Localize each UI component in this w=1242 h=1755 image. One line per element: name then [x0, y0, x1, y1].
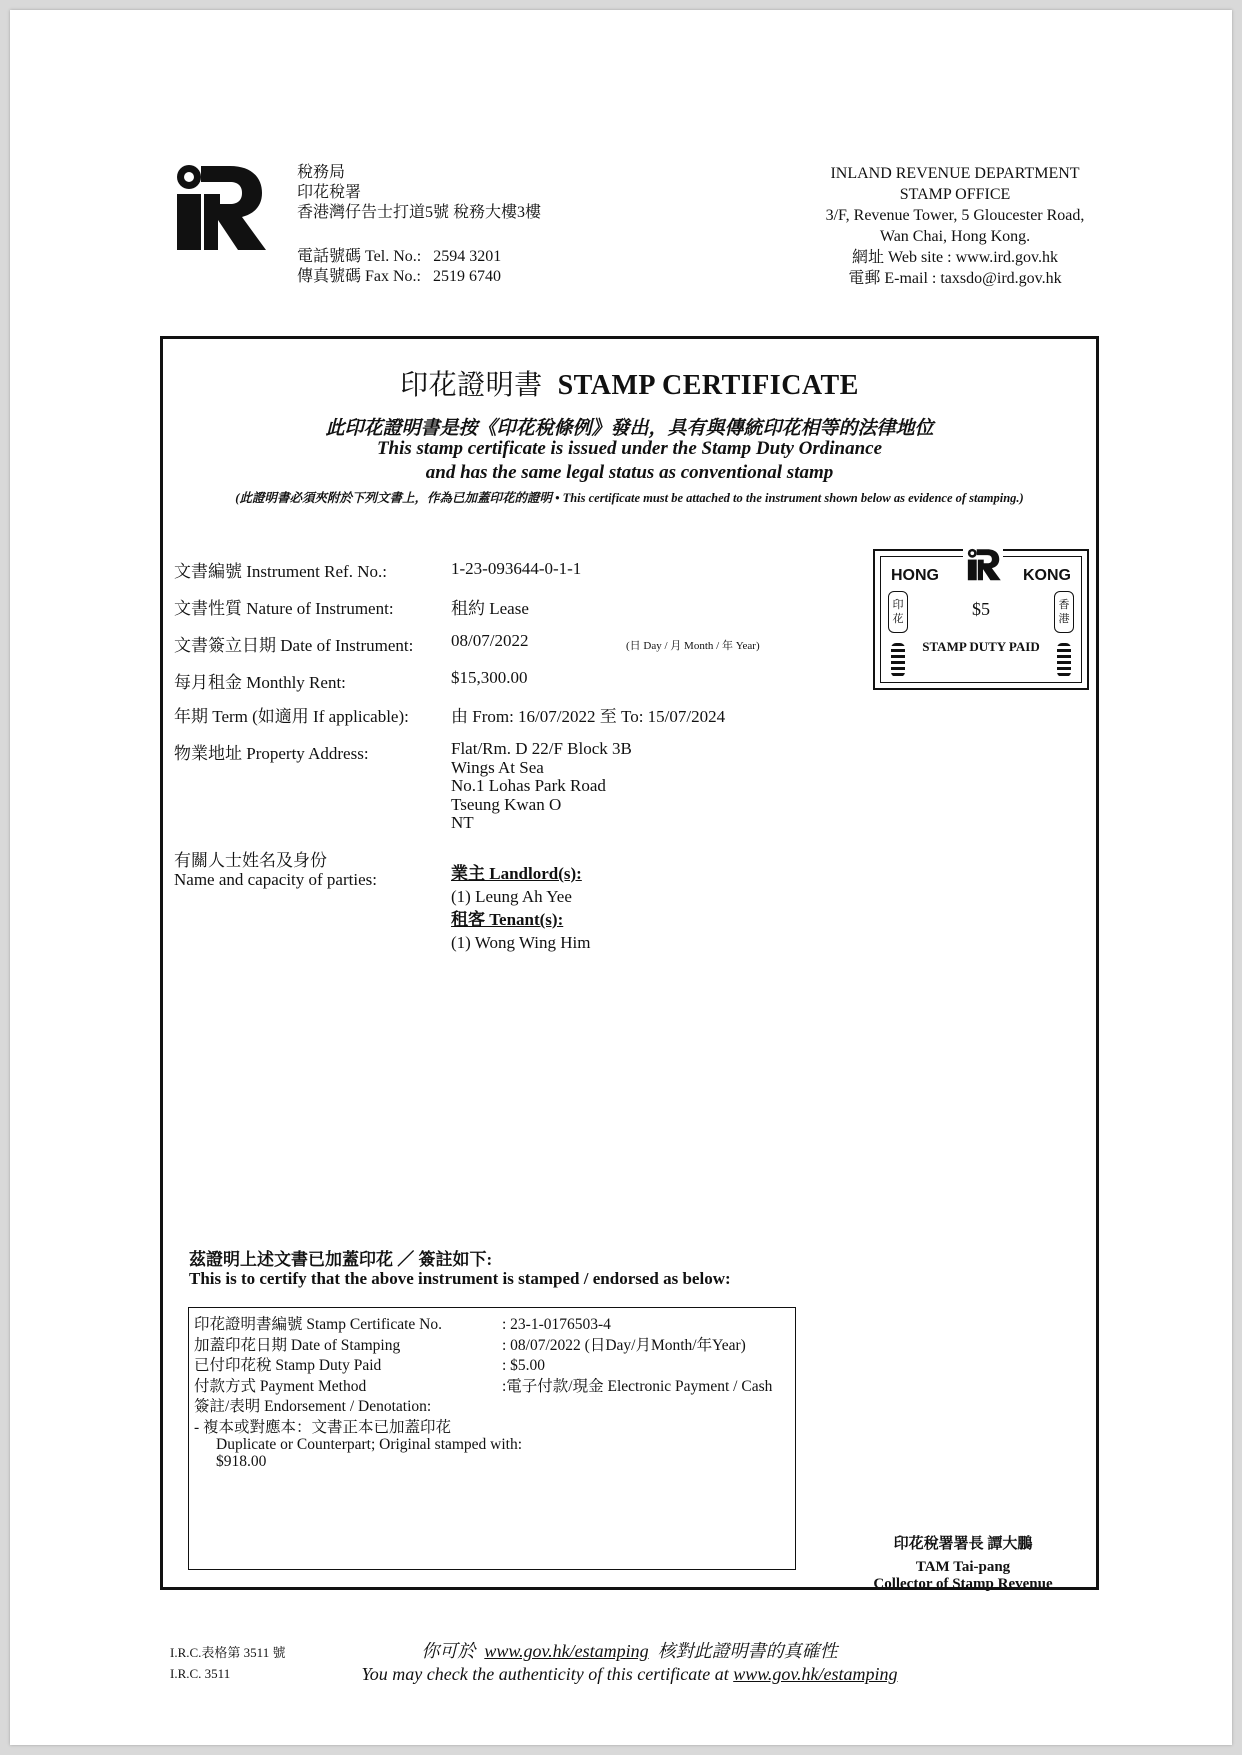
payment-label: 付款方式 Payment Method — [194, 1378, 367, 1395]
right-coil-icon — [1057, 643, 1071, 677]
rent-label: 每月租金 Monthly Rent: — [174, 673, 346, 692]
title-en: STAMP CERTIFICATE — [557, 370, 859, 401]
authenticity-note-zh — [160, 1637, 1099, 1663]
term-label: 年期 Term (如適用 If applicable): — [174, 707, 409, 726]
collector-title-en: Collector of Stamp Revenue — [873, 1576, 1053, 1592]
subtitle-en-2: and has the same legal status as conventional stamp — [425, 462, 834, 483]
left-tag-char: 花 — [892, 613, 904, 625]
right-tag-char: 香 — [1058, 599, 1070, 611]
endorsement-heading-zh: 茲證明上述文書已加蓋印花 ／ 簽註如下: — [189, 1250, 493, 1269]
website: 網址 Web site : www.ird.gov.hk — [852, 249, 1058, 266]
estamping-link-en[interactable]: www.gov.hk/estamping — [733, 1664, 898, 1684]
left-tag-char: 印 — [892, 599, 904, 611]
stamp-hong: HONG — [891, 567, 939, 584]
email: 電郵 E-mail : taxsdo@ird.gov.hk — [848, 270, 1062, 287]
payment-value: :電子付款/現金 Electronic Payment / Cash — [502, 1378, 773, 1395]
denotation-line-2: Duplicate or Counterpart; Original stamped with: — [216, 1436, 523, 1453]
stamp-ird-logo-icon — [963, 547, 1003, 581]
landlord-heading: 業主 Landlord(s): — [451, 864, 582, 883]
tel-value: 2594 3201 — [433, 248, 502, 265]
duty-value: : $5.00 — [502, 1357, 546, 1374]
address-line: NT — [451, 813, 474, 832]
date-value: 08/07/2022 — [451, 631, 529, 650]
address-zh: 香港灣仔告士打道5號 稅務大樓3樓 — [297, 204, 542, 221]
stamp-paid-label: STAMP DUTY PAID — [922, 639, 1040, 654]
dept-zh-2: 印花稅署 — [297, 184, 362, 201]
address-line: Flat/Rm. D 22/F Block 3B — [451, 739, 632, 758]
check-zh-pre: 你可於 — [421, 1641, 476, 1661]
title-zh: 印花證明書 — [400, 370, 543, 401]
check-en-pre: You may check the authenticity of this certificate at — [361, 1664, 729, 1684]
authenticity-note-en — [160, 1664, 1099, 1685]
ref-value: 1-23-093644-0-1-1 — [451, 559, 582, 578]
header-dept-en — [790, 163, 1120, 289]
tenant-name: (1) Wong Wing Him — [451, 933, 591, 952]
parties-label — [174, 851, 377, 889]
denotation-line-1: - 複本或對應本：文書正本已加蓋印花 — [194, 1419, 452, 1436]
subtitle-zh: 此印花證明書是按《印花稅條例》發出，具有與傳統印花相等的法律地位 — [325, 418, 934, 439]
form-no-zh: I.R.C.表格第 3511 號 — [170, 1645, 286, 1660]
ref-label: 文書編號 Instrument Ref. No.: — [174, 562, 387, 581]
nature-value: 租約 Lease — [451, 599, 529, 618]
left-coil-icon — [891, 643, 905, 677]
collector-name-en: TAM Tai-pang — [915, 1559, 1011, 1575]
fax-value: 2519 6740 — [433, 268, 502, 285]
date-format-note: (日 Day / 月 Month / 年 Year) — [626, 640, 760, 652]
denotation-line-3: $918.00 — [216, 1453, 267, 1470]
stamping-date-value: : 08/07/2022 (日Day/月Month/年Year) — [502, 1337, 746, 1354]
endorsement-heading-en: This is to certify that the above instrument is stamped / endorsed as below: — [189, 1269, 731, 1288]
address-en-2: Wan Chai, Hong Kong. — [879, 228, 1031, 245]
term-value: 由 From: 16/07/2022 至 To: 15/07/2024 — [451, 707, 726, 726]
estamping-link-zh[interactable]: www.gov.hk/estamping — [484, 1641, 649, 1661]
nature-label: 文書性質 Nature of Instrument: — [174, 599, 394, 618]
landlord-name: (1) Leung Ah Yee — [451, 887, 572, 906]
stamp-value: $5 — [972, 599, 990, 619]
address-line: Tseung Kwan O — [451, 794, 562, 814]
document-page — [10, 10, 1232, 1745]
dept-zh-1: 稅務局 — [297, 164, 346, 181]
stamp-inner-border — [880, 556, 1082, 683]
subtitle-en-1: This stamp certificate is issued under the Stamp Duty Ordinance — [376, 438, 883, 459]
tel-label: 電話號碼 Tel. No.: — [297, 248, 422, 265]
rent-value: $15,300.00 — [451, 668, 528, 687]
ird-logo-icon — [168, 160, 268, 252]
cert-no-value: : 23-1-0176503-4 — [502, 1316, 611, 1333]
header-dept-zh — [297, 163, 541, 223]
endorsement-box — [188, 1307, 796, 1570]
address-value — [451, 740, 632, 833]
stamp-duty-stamp — [873, 549, 1089, 690]
certificate-title — [163, 363, 1096, 403]
address-line: Wings At Sea — [451, 757, 544, 777]
date-label: 文書簽立日期 Date of Instrument: — [174, 636, 414, 655]
attachment-notice: (此證明書必須夾附於下列文書上，作為已加蓋印花的證明 • This certificate must be attached to the instrument shown below as evidence of stamping.) — [235, 491, 1024, 505]
dept-en-1: INLAND REVENUE DEPARTMENT — [830, 165, 1080, 182]
stamp-kong: KONG — [1023, 567, 1071, 584]
cert-no-label: 印花證明書編號 Stamp Certificate No. — [194, 1316, 442, 1333]
check-zh-post: 核對此證明書的真確性 — [657, 1641, 838, 1661]
form-no-en: I.R.C. 3511 — [170, 1666, 231, 1681]
parties-value — [451, 862, 590, 954]
fax-label: 傳真號碼 Fax No.: — [297, 268, 422, 285]
address-label: 物業地址 Property Address: — [174, 744, 369, 763]
parties-label-en: Name and capacity of parties: — [174, 870, 377, 889]
denotation-label: 簽註/表明 Endorsement / Denotation: — [194, 1398, 432, 1415]
duty-label: 已付印花稅 Stamp Duty Paid — [194, 1357, 382, 1374]
stamping-date-label: 加蓋印花日期 Date of Stamping — [194, 1337, 401, 1354]
collector-title-zh: 印花稅署署長 譚大鵬 — [893, 1536, 1033, 1552]
header-contact — [297, 247, 501, 287]
tenant-heading: 租客 Tenant(s): — [451, 910, 564, 929]
parties-label-zh: 有關人士姓名及身份 — [174, 851, 327, 870]
certificate-frame — [160, 336, 1099, 1590]
right-tag-char: 港 — [1058, 613, 1070, 625]
address-line: No.1 Lohas Park Road — [451, 776, 606, 795]
address-en-1: 3/F, Revenue Tower, 5 Gloucester Road, — [825, 207, 1085, 224]
dept-en-2: STAMP OFFICE — [899, 186, 1011, 203]
